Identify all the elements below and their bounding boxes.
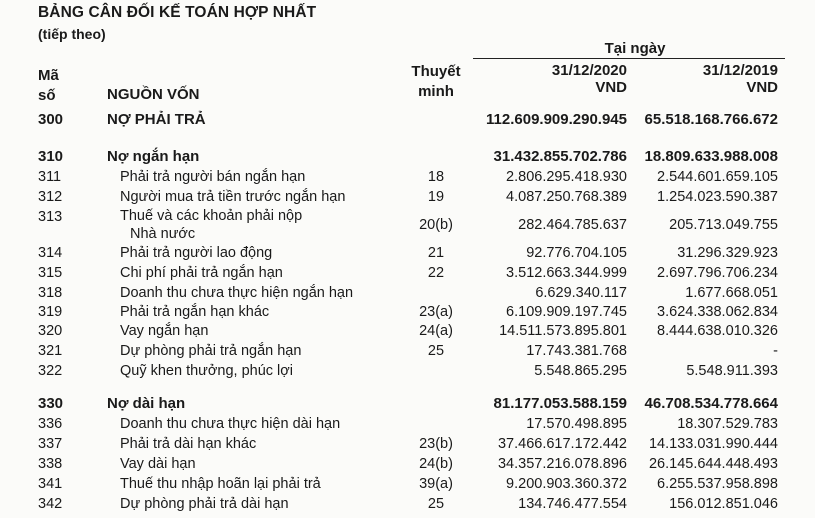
table-row: [0, 454, 815, 474]
row-value-2020: 4.087.250.768.389: [506, 189, 627, 205]
row-label: Vay ngắn hạn: [120, 323, 209, 339]
table-row: [0, 187, 815, 207]
row-value-2019: 31.296.329.923: [677, 245, 778, 261]
row-code: 312: [38, 189, 63, 205]
row-label: Phải trả người bán ngắn hạn: [120, 169, 306, 185]
row-value-2020: 112.609.909.290.945: [486, 111, 627, 128]
row-value-2020: 282.464.785.637: [518, 217, 627, 233]
row-code: 313: [38, 209, 63, 225]
column-header-2020-date: 31/12/2020: [551, 62, 627, 79]
table-row: [0, 147, 815, 167]
table-row: [0, 167, 815, 187]
row-label: NỢ PHẢI TRẢ: [107, 111, 206, 128]
row-note: 21: [427, 245, 445, 261]
table-row: [0, 341, 815, 361]
row-note: 24(b): [419, 456, 453, 472]
row-value-2020: 5.548.865.295: [534, 363, 627, 379]
row-label: Dự phòng phải trả ngắn hạn: [120, 343, 302, 359]
row-label: Chi phí phải trả ngắn hạn: [120, 265, 283, 281]
table-row: [0, 110, 815, 130]
row-value-2019: 5.548.911.393: [686, 363, 778, 379]
row-note: 23(a): [419, 304, 453, 320]
row-value-2020: 6.109.909.197.745: [506, 304, 627, 320]
row-value-2020: 17.570.498.895: [526, 416, 627, 432]
row-note: 19: [427, 189, 445, 205]
table-row: [0, 394, 815, 414]
row-value-2019: 65.518.168.766.672: [644, 111, 778, 128]
row-code: 322: [38, 363, 63, 379]
column-header-code-line1: Mã: [38, 67, 59, 84]
row-note: 25: [427, 343, 445, 359]
table-row: [0, 474, 815, 494]
row-code: 300: [38, 111, 64, 128]
row-label-line1: Thuế và các khoản phải nộp: [120, 208, 303, 224]
column-group-header-date: Tại ngày: [604, 40, 666, 57]
row-value-2019: 1.254.023.590.387: [657, 189, 778, 205]
row-code: 310: [38, 148, 64, 165]
row-value-2020: 14.511.573.895.801: [499, 323, 627, 339]
row-value-2020: 6.629.340.117: [535, 285, 627, 301]
row-value-2019: 205.713.049.755: [669, 217, 778, 233]
table-row: [0, 243, 815, 263]
table-row: [0, 414, 815, 434]
row-value-2020: 37.466.617.172.442: [497, 436, 627, 452]
row-label: Quỹ khen thưởng, phúc lợi: [120, 363, 294, 379]
table-row: [0, 302, 815, 322]
row-value-2019: 18.809.633.988.008: [644, 148, 778, 165]
row-label: Phải trả ngắn hạn khác: [120, 304, 270, 320]
row-code: 314: [38, 245, 63, 261]
row-label: Nợ dài hạn: [107, 395, 186, 412]
row-code: 338: [38, 456, 63, 472]
row-code: 320: [38, 323, 63, 339]
row-value-2020: 34.357.216.078.896: [497, 456, 627, 472]
row-value-2019: 46.708.534.778.664: [644, 395, 778, 412]
row-code: 321: [38, 343, 63, 359]
row-label: Dự phòng phải trả dài hạn: [120, 496, 289, 512]
row-code: 311: [38, 169, 62, 185]
row-value-2019: 8.444.638.010.326: [657, 323, 778, 339]
column-header-note-line2: minh: [418, 83, 454, 100]
row-note: 22: [427, 265, 445, 281]
row-note: 18: [427, 169, 445, 185]
row-value-2020: 17.743.381.768: [526, 343, 627, 359]
row-code: 315: [38, 265, 63, 281]
row-value-2020: 31.432.855.702.786: [493, 148, 627, 165]
row-value-2019: 14.133.031.990.444: [648, 436, 778, 452]
column-header-code-line2: số: [38, 87, 56, 104]
row-value-2020: 3.512.663.344.999: [506, 265, 627, 281]
table-row: [0, 361, 815, 381]
column-header-2019-currency: VND: [746, 79, 778, 96]
row-code: 319: [38, 304, 63, 320]
row-value-2019: 26.145.644.448.493: [648, 456, 778, 472]
table-row: [0, 207, 815, 245]
row-value-2020: 134.746.477.554: [518, 496, 627, 512]
row-note: 20(b): [419, 217, 453, 233]
row-note: 24(a): [419, 323, 453, 339]
page-subtitle: (tiếp theo): [38, 26, 106, 42]
column-header-2020-currency: VND: [595, 79, 627, 96]
column-header-2019: [703, 62, 778, 96]
table-row: [0, 434, 815, 454]
table-row: [0, 321, 815, 341]
row-label: Thuế thu nhập hoãn lại phải trả: [120, 476, 321, 492]
row-value-2020: 81.177.053.588.159: [493, 395, 627, 412]
column-header-note-line1: Thuyết: [411, 63, 461, 80]
table-row: [0, 494, 815, 514]
table-row: [0, 263, 815, 283]
column-header-code: [38, 66, 59, 106]
row-label: Vay dài hạn: [120, 456, 196, 472]
row-value-2019: 2.697.796.706.234: [657, 265, 778, 281]
row-label: Doanh thu chưa thực hiện ngắn hạn: [120, 285, 354, 301]
column-header-2020: [552, 62, 627, 96]
column-header-source: NGUỒN VỐN: [107, 86, 200, 103]
row-label: [120, 207, 302, 243]
column-header-note: [396, 62, 476, 102]
row-value-2019: 6.255.537.958.898: [657, 476, 778, 492]
row-note: 39(a): [419, 476, 453, 492]
row-label: Phải trả dài hạn khác: [120, 436, 257, 452]
row-value-2019: 156.012.851.046: [669, 496, 778, 512]
row-code: 341: [38, 476, 63, 492]
row-label: Doanh thu chưa thực hiện dài hạn: [120, 416, 341, 432]
header-divider: [473, 58, 785, 59]
row-value-2020: 9.200.903.360.372: [506, 476, 627, 492]
row-code: 336: [38, 416, 63, 432]
row-value-2019: 2.544.601.659.105: [657, 169, 778, 185]
row-code: 342: [38, 496, 63, 512]
row-value-2020: 92.776.704.105: [526, 245, 627, 261]
row-label: Nợ ngắn hạn: [107, 148, 200, 165]
row-value-2019: 1.677.668.051: [685, 285, 778, 301]
row-value-2020: 2.806.295.418.930: [506, 169, 627, 185]
row-note: 25: [427, 496, 445, 512]
table-row: [0, 283, 815, 303]
row-label-line2: Nhà nước: [130, 226, 196, 242]
row-label: Người mua trả tiền trước ngắn hạn: [120, 189, 346, 205]
row-code: 337: [38, 436, 63, 452]
row-value-2019: -: [773, 343, 778, 359]
row-note: 23(b): [419, 436, 453, 452]
row-value-2019: 18.307.529.783: [677, 416, 778, 432]
row-label: Phải trả người lao động: [120, 245, 273, 261]
row-code: 330: [38, 395, 64, 412]
column-header-2019-date: 31/12/2019: [702, 62, 778, 79]
page-title: BẢNG CÂN ĐỐI KẾ TOÁN HỢP NHẤT: [38, 4, 317, 21]
row-value-2019: 3.624.338.062.834: [657, 304, 778, 320]
row-code: 318: [38, 285, 63, 301]
